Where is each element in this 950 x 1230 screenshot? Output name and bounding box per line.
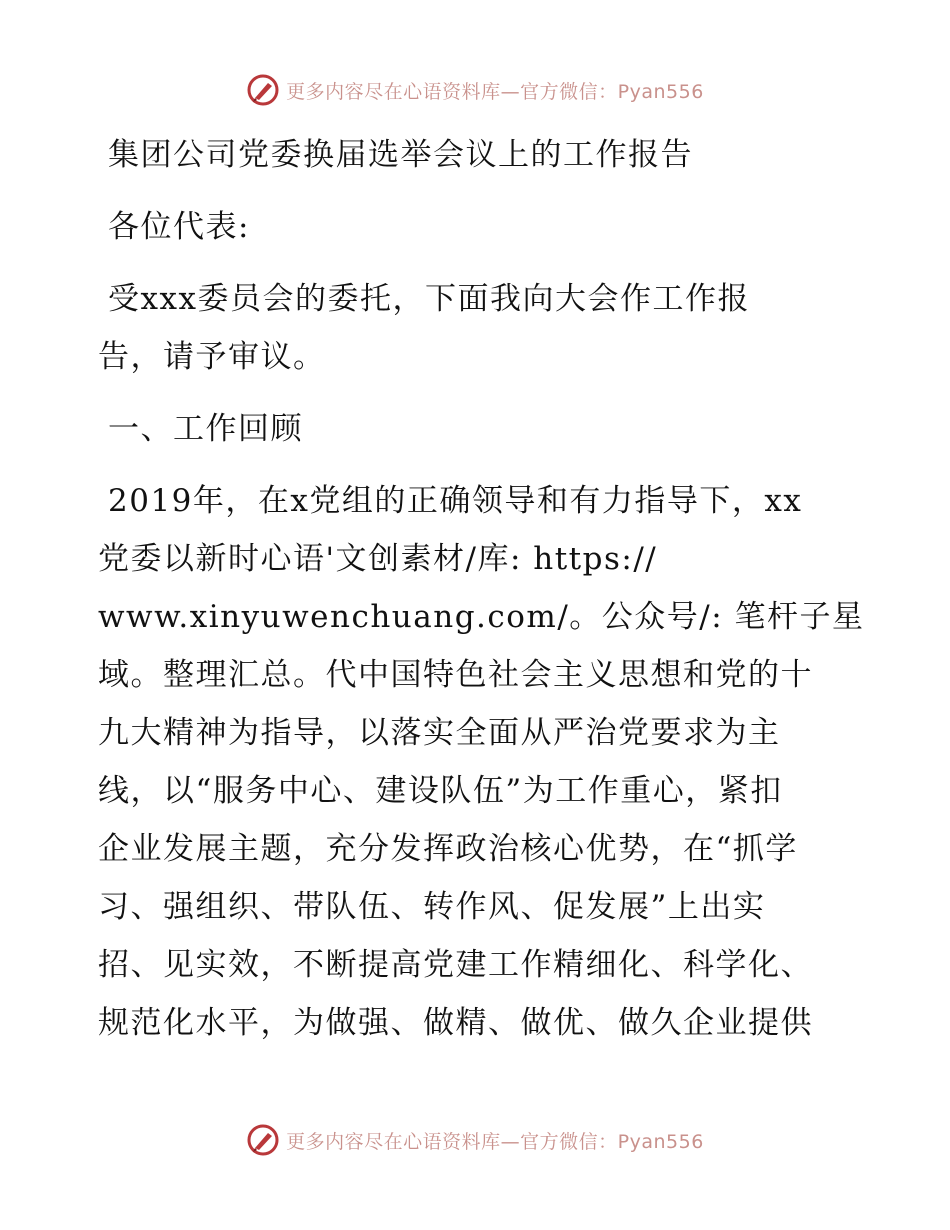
body-line: 域。整理汇总。代中国特色社会主义思想和党的十 [98, 657, 813, 693]
intro-line: 受xxx委员会的委托，下面我向大会作工作报 [108, 281, 750, 317]
section-heading: 一、工作回顾 [108, 411, 303, 447]
salutation: 各位代表: [108, 209, 250, 245]
document-title: 集团公司党委换届选举会议上的工作报告 [108, 137, 693, 173]
body-line: www.xinyuwenchuang.com/。公众号/: 笔杆子星 [98, 599, 865, 635]
intro-line: 告，请予审议。 [98, 339, 326, 375]
body-line: 规范化水平，为做强、做精、做优、做久企业提供 [98, 1005, 813, 1041]
body-line: 线，以“服务中心、建设队伍”为工作重心，紧扣 [98, 773, 783, 809]
body-line: 九大精神为指导，以落实全面从严治党要求为主 [98, 715, 781, 751]
body-line: 2019年，在x党组的正确领导和有力指导下，xx [108, 483, 803, 519]
watermark-text: 更多内容尽在心语资料库—官方微信：Pyan556 [286, 80, 704, 103]
body-line: 招、见实效，不断提高党建工作精细化、科学化、 [98, 947, 813, 983]
document-body [98, 118, 865, 1052]
body-line: 习、强组织、带队伍、转作风、促发展”上出实 [98, 889, 766, 925]
body-line: 企业发展主题，充分发挥政治核心优势，在“抓学 [98, 831, 798, 867]
watermark-banner-top [0, 70, 950, 110]
watermark-banner-bottom [0, 1120, 950, 1160]
pen-logo-icon [246, 73, 280, 107]
watermark-text: 更多内容尽在心语资料库—官方微信：Pyan556 [286, 1130, 704, 1153]
body-line: 党委以新时心语'文创素材/库: https:// [98, 541, 658, 577]
pen-logo-icon [246, 1123, 280, 1157]
